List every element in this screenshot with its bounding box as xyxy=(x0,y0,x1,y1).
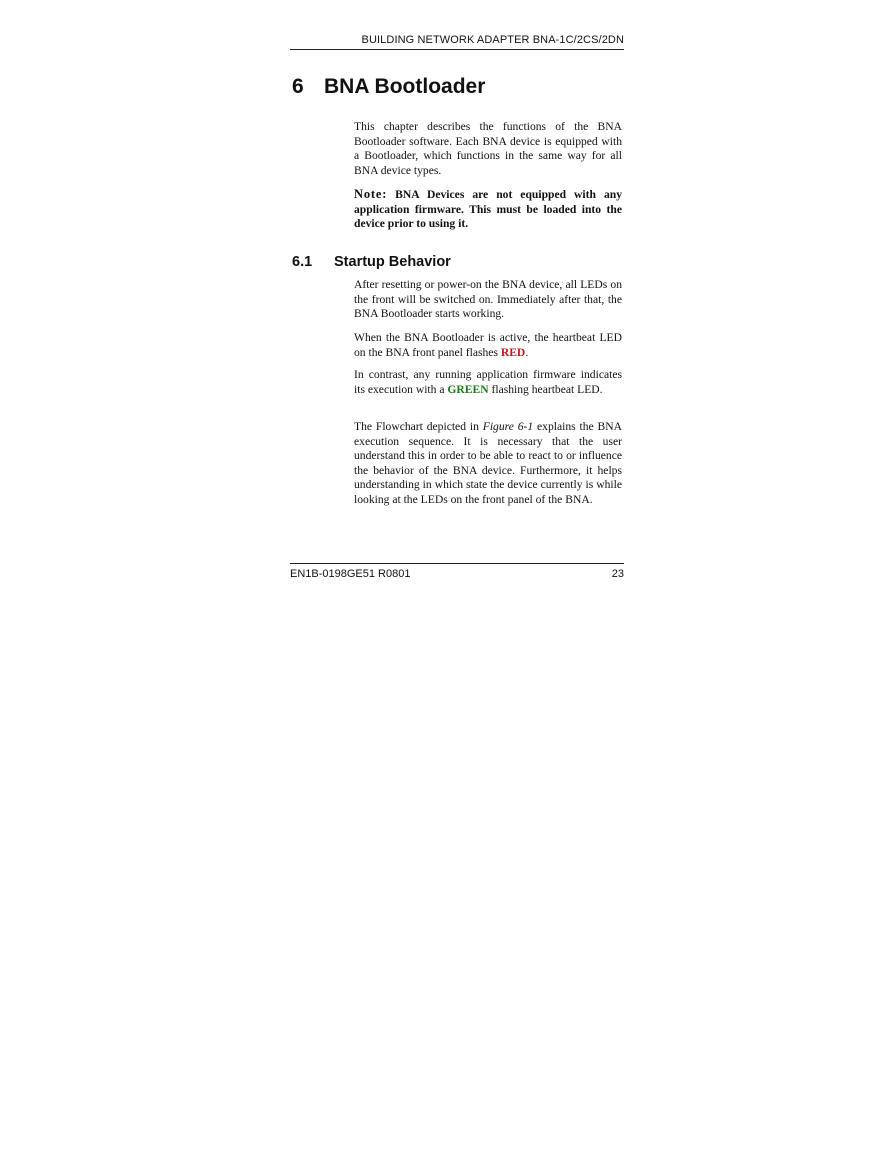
startup-paragraph-3 xyxy=(354,368,622,397)
section-title: Startup Behavior xyxy=(334,254,451,270)
chapter-heading xyxy=(292,72,632,102)
p2-text: When the BNA Bootloader is active, the heartbeat LED on the BNA front panel flashes xyxy=(354,331,622,359)
startup-paragraph-2 xyxy=(354,331,622,360)
p3-end: flashing heartbeat LED. xyxy=(488,382,603,396)
section-heading xyxy=(292,252,632,272)
p4-text: The Flowchart depicted in xyxy=(354,420,483,433)
p3-text: In contrast, any running application firmware indicates its execution with a xyxy=(354,368,622,396)
note-text: BNA Devices are not equipped with any application firmware. This must be loaded into the device prior to using it. xyxy=(354,188,622,230)
green-keyword: GREEN xyxy=(447,382,489,396)
red-keyword: RED xyxy=(500,345,526,359)
note-label: Note: xyxy=(354,187,388,201)
p4-end: explains the BNA execution sequence. It is necessary that the user understand this in order to be able to react to or influence the behavior of the BNA device. Furthermore, it helps understanding in which state the device currently is while looking at the LEDs on the front panel of the BNA. xyxy=(354,420,622,506)
chapter-title: BNA Bootloader xyxy=(324,75,486,98)
running-header: BUILDING NETWORK ADAPTER BNA-1C/2CS/2DN xyxy=(290,33,624,50)
chapter-number: 6 xyxy=(292,75,304,98)
p2-end: . xyxy=(525,345,529,359)
section-number: 6.1 xyxy=(292,254,313,270)
page-number: 23 xyxy=(611,568,624,580)
startup-paragraph-4 xyxy=(354,420,622,507)
startup-paragraph-1: After resetting or power-on the BNA device, all LEDs on the front will be switched on. Immediately after that, the BNA Bootloader starts working. xyxy=(354,278,622,320)
intro-paragraph: This chapter describes the functions of the BNA Bootloader software. Each BNA device is equipped with a Bootloader, which functions in the same way for all BNA device types. xyxy=(354,120,622,177)
figure-reference: Figure 6-1 xyxy=(482,420,534,433)
note-paragraph xyxy=(354,187,622,232)
running-footer xyxy=(290,563,624,581)
document-id: EN1B-0198GE51 R0801 xyxy=(290,568,411,580)
